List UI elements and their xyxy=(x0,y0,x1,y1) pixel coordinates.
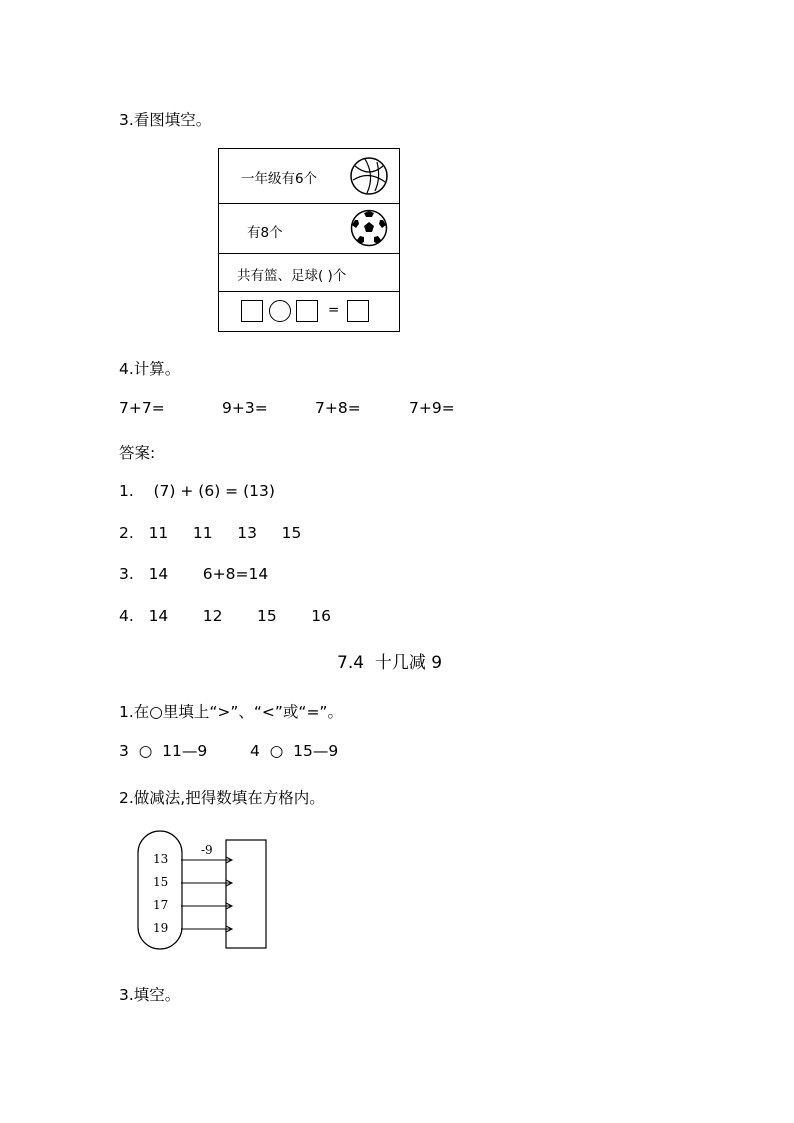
question-3-heading: 3.看图填空。 xyxy=(119,111,212,129)
table-row-total xyxy=(219,254,399,292)
calc-item: 7+9= xyxy=(409,399,455,417)
question-2-heading: 2.做减法,把得数填在方格内。 xyxy=(119,789,325,807)
table-row-basketball xyxy=(219,149,399,204)
table-row-equation xyxy=(219,292,399,331)
number-label: 13 xyxy=(153,852,169,866)
answer-line: 1. (7) + (6) = (13) xyxy=(119,482,275,500)
table-row-football xyxy=(219,204,399,254)
number-label: 15 xyxy=(153,875,169,889)
subtraction-diagram xyxy=(120,825,280,955)
answers-heading: 答案: xyxy=(119,444,156,462)
calc-item: 9+3= xyxy=(222,399,268,417)
answer-line: 3. 14 6+8=14 xyxy=(119,565,269,583)
answer-box[interactable] xyxy=(296,300,318,322)
football-icon xyxy=(350,209,388,247)
calc-item: 7+8= xyxy=(315,399,361,417)
answer-line: 4. 14 12 15 16 xyxy=(119,607,331,625)
compare-item: 4 ○ 15—9 xyxy=(250,742,339,760)
calc-item: 7+7= xyxy=(119,399,165,417)
compare-item: 3 ○ 11—9 xyxy=(119,742,208,760)
operator-label: -9 xyxy=(201,843,213,857)
total-text: 共有篮、足球( )个 xyxy=(237,268,347,284)
answer-box[interactable] xyxy=(226,840,266,948)
section-title: 7.4 十几减 9 xyxy=(337,653,443,673)
equals-sign: = xyxy=(328,302,340,318)
picture-fill-table xyxy=(218,148,400,332)
number-label: 19 xyxy=(153,921,169,935)
number-label: 17 xyxy=(153,898,169,912)
basketball-icon xyxy=(349,156,389,196)
basketball-count-text: 一年级有6个 xyxy=(241,171,318,187)
answer-line: 2. 11 11 13 15 xyxy=(119,524,302,542)
question-3-fill-heading: 3.填空。 xyxy=(119,986,181,1004)
question-1-heading: 1.在○里填上“>”、“<”或“=”。 xyxy=(119,703,343,721)
operator-circle[interactable] xyxy=(269,300,291,322)
answer-box[interactable] xyxy=(241,300,263,322)
football-count-text: 有8个 xyxy=(247,225,283,241)
answer-box[interactable] xyxy=(347,300,369,322)
question-4-heading: 4.计算。 xyxy=(119,360,181,378)
